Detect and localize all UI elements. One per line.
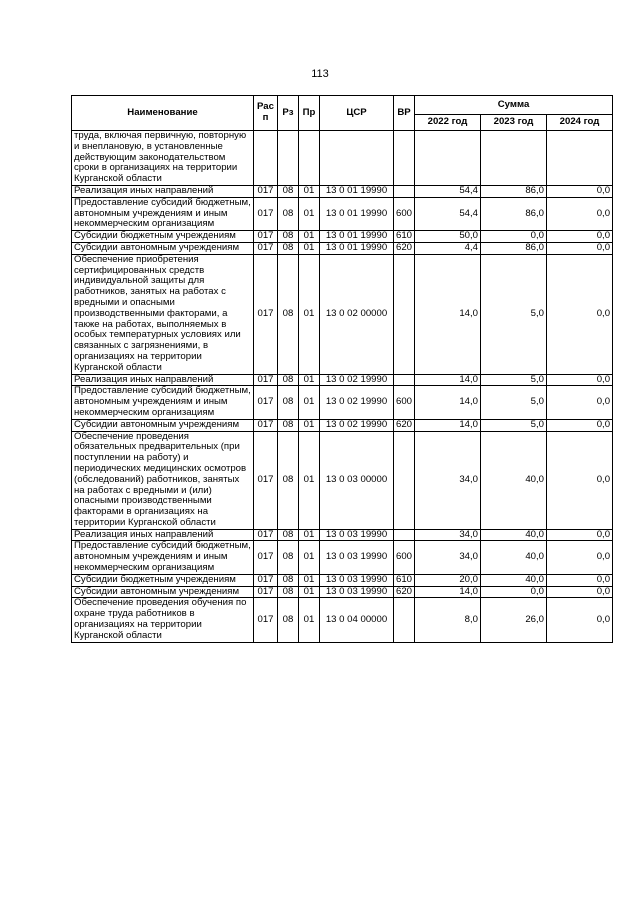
cell-rasp: 017 bbox=[254, 541, 278, 574]
cell-vr bbox=[394, 254, 415, 374]
cell-csr: 13 0 03 00000 bbox=[320, 431, 394, 529]
header-2023: 2023 год bbox=[481, 115, 547, 131]
table-row bbox=[72, 586, 613, 598]
cell-2022: 50,0 bbox=[415, 231, 481, 243]
table-header bbox=[72, 96, 613, 131]
cell-pr: 01 bbox=[299, 386, 320, 419]
cell-rasp: 017 bbox=[254, 574, 278, 586]
cell-2023: 5,0 bbox=[481, 374, 547, 386]
cell-vr: 620 bbox=[394, 419, 415, 431]
cell-2022: 34,0 bbox=[415, 431, 481, 529]
cell-2024: 0,0 bbox=[547, 529, 613, 541]
cell-rasp: 017 bbox=[254, 231, 278, 243]
cell-name: Субсидии автономным учреждениям bbox=[72, 586, 254, 598]
cell-2024: 0,0 bbox=[547, 185, 613, 197]
cell-name: Реализация иных направлений bbox=[72, 529, 254, 541]
cell-csr: 13 0 03 19990 bbox=[320, 586, 394, 598]
cell-rz: 08 bbox=[278, 197, 299, 230]
cell-vr bbox=[394, 185, 415, 197]
cell-2023: 40,0 bbox=[481, 431, 547, 529]
cell-name: Обеспечение приобретения сертифицированных средств индивидуальной защиты для работников, занятых на работах с вредными и опасными производственными факторами, а также на работах, выполняемых в особых температурных условиях или связанных с загрязнениями, в организациях на территории Курганской области bbox=[72, 254, 254, 374]
header-sum: Сумма bbox=[415, 96, 613, 115]
cell-rz: 08 bbox=[278, 242, 299, 254]
cell-vr: 610 bbox=[394, 574, 415, 586]
cell-csr: 13 0 04 00000 bbox=[320, 598, 394, 642]
table-row bbox=[72, 231, 613, 243]
cell-2024: 0,0 bbox=[547, 374, 613, 386]
cell-pr: 01 bbox=[299, 419, 320, 431]
table-row bbox=[72, 431, 613, 529]
cell-csr: 13 0 03 19990 bbox=[320, 541, 394, 574]
cell-rz: 08 bbox=[278, 254, 299, 374]
cell-csr: 13 0 01 19990 bbox=[320, 231, 394, 243]
cell-rasp: 017 bbox=[254, 586, 278, 598]
table-row bbox=[72, 197, 613, 230]
cell-csr: 13 0 01 19990 bbox=[320, 242, 394, 254]
cell-2024: 0,0 bbox=[547, 586, 613, 598]
cell-rasp: 017 bbox=[254, 374, 278, 386]
table-row bbox=[72, 242, 613, 254]
cell-rz: 08 bbox=[278, 574, 299, 586]
cell-name: Предоставление субсидий бюджетным, автономным учреждениям и иным некоммерческим организациям bbox=[72, 541, 254, 574]
cell-2023 bbox=[481, 131, 547, 186]
header-rasp: Рас п bbox=[254, 96, 278, 131]
table-row bbox=[72, 598, 613, 642]
cell-csr: 13 0 03 19990 bbox=[320, 529, 394, 541]
cell-2022: 14,0 bbox=[415, 254, 481, 374]
cell-2023: 40,0 bbox=[481, 541, 547, 574]
cell-vr: 600 bbox=[394, 386, 415, 419]
cell-vr: 610 bbox=[394, 231, 415, 243]
cell-vr bbox=[394, 529, 415, 541]
cell-vr: 600 bbox=[394, 197, 415, 230]
cell-pr bbox=[299, 131, 320, 186]
cell-csr: 13 0 02 19990 bbox=[320, 419, 394, 431]
cell-vr bbox=[394, 598, 415, 642]
cell-csr: 13 0 02 00000 bbox=[320, 254, 394, 374]
cell-name: Предоставление субсидий бюджетным, автономным учреждениям и иным некоммерческим организациям bbox=[72, 386, 254, 419]
cell-2022: 8,0 bbox=[415, 598, 481, 642]
cell-rasp: 017 bbox=[254, 386, 278, 419]
cell-pr: 01 bbox=[299, 431, 320, 529]
cell-2023: 86,0 bbox=[481, 185, 547, 197]
header-vr: ВР bbox=[394, 96, 415, 131]
cell-2024: 0,0 bbox=[547, 541, 613, 574]
cell-pr: 01 bbox=[299, 197, 320, 230]
cell-2022: 14,0 bbox=[415, 386, 481, 419]
header-rz: Рз bbox=[278, 96, 299, 131]
cell-name: Реализация иных направлений bbox=[72, 374, 254, 386]
cell-pr: 01 bbox=[299, 242, 320, 254]
table-row bbox=[72, 185, 613, 197]
cell-2022 bbox=[415, 131, 481, 186]
cell-2024: 0,0 bbox=[547, 431, 613, 529]
table-row bbox=[72, 374, 613, 386]
table-row bbox=[72, 541, 613, 574]
cell-csr: 13 0 02 19990 bbox=[320, 374, 394, 386]
cell-pr: 01 bbox=[299, 374, 320, 386]
cell-pr: 01 bbox=[299, 586, 320, 598]
cell-2024: 0,0 bbox=[547, 598, 613, 642]
cell-2024: 0,0 bbox=[547, 419, 613, 431]
budget-table bbox=[71, 95, 613, 643]
cell-vr: 620 bbox=[394, 242, 415, 254]
table-row bbox=[72, 529, 613, 541]
cell-name: Обеспечение проведения обучения по охране труда работников в организациях на территории Курганской области bbox=[72, 598, 254, 642]
cell-rasp: 017 bbox=[254, 529, 278, 541]
page-number: 113 bbox=[311, 68, 329, 80]
cell-name: Субсидии автономным учреждениям bbox=[72, 242, 254, 254]
cell-2022: 4,4 bbox=[415, 242, 481, 254]
cell-2022: 54,4 bbox=[415, 197, 481, 230]
table-row bbox=[72, 254, 613, 374]
cell-rz: 08 bbox=[278, 419, 299, 431]
cell-2023: 86,0 bbox=[481, 242, 547, 254]
cell-rz: 08 bbox=[278, 529, 299, 541]
cell-csr: 13 0 02 19990 bbox=[320, 386, 394, 419]
cell-2023: 5,0 bbox=[481, 386, 547, 419]
cell-2024 bbox=[547, 131, 613, 186]
header-pr: Пр bbox=[299, 96, 320, 131]
cell-name: Субсидии бюджетным учреждениям bbox=[72, 574, 254, 586]
cell-2023: 0,0 bbox=[481, 231, 547, 243]
cell-vr: 620 bbox=[394, 586, 415, 598]
cell-csr: 13 0 01 19990 bbox=[320, 185, 394, 197]
cell-2024: 0,0 bbox=[547, 231, 613, 243]
cell-rasp: 017 bbox=[254, 185, 278, 197]
table-body bbox=[72, 131, 613, 643]
cell-rz: 08 bbox=[278, 185, 299, 197]
cell-rasp: 017 bbox=[254, 254, 278, 374]
cell-pr: 01 bbox=[299, 598, 320, 642]
cell-rasp: 017 bbox=[254, 242, 278, 254]
cell-pr: 01 bbox=[299, 185, 320, 197]
cell-2024: 0,0 bbox=[547, 197, 613, 230]
cell-rz: 08 bbox=[278, 586, 299, 598]
cell-csr bbox=[320, 131, 394, 186]
cell-2023: 5,0 bbox=[481, 419, 547, 431]
header-2024: 2024 год bbox=[547, 115, 613, 131]
header-name: Наименование bbox=[72, 96, 254, 131]
cell-rasp bbox=[254, 131, 278, 186]
cell-rasp: 017 bbox=[254, 598, 278, 642]
cell-vr bbox=[394, 431, 415, 529]
cell-2022: 34,0 bbox=[415, 529, 481, 541]
table-row bbox=[72, 419, 613, 431]
cell-vr: 600 bbox=[394, 541, 415, 574]
table-row bbox=[72, 131, 613, 186]
cell-pr: 01 bbox=[299, 529, 320, 541]
cell-2023: 40,0 bbox=[481, 574, 547, 586]
cell-2022: 54,4 bbox=[415, 185, 481, 197]
cell-rasp: 017 bbox=[254, 197, 278, 230]
cell-name: труда, включая первичную, повторную и внеплановую, в установленные действующим законодательством сроки в организациях на территории Курганской области bbox=[72, 131, 254, 186]
cell-pr: 01 bbox=[299, 254, 320, 374]
cell-rz: 08 bbox=[278, 431, 299, 529]
cell-vr bbox=[394, 131, 415, 186]
cell-name: Предоставление субсидий бюджетным, автономным учреждениям и иным некоммерческим организациям bbox=[72, 197, 254, 230]
table-row bbox=[72, 574, 613, 586]
cell-2023: 0,0 bbox=[481, 586, 547, 598]
cell-2023: 40,0 bbox=[481, 529, 547, 541]
cell-2023: 5,0 bbox=[481, 254, 547, 374]
cell-rz: 08 bbox=[278, 541, 299, 574]
cell-vr bbox=[394, 374, 415, 386]
cell-rz: 08 bbox=[278, 386, 299, 419]
header-2022: 2022 год bbox=[415, 115, 481, 131]
cell-2024: 0,0 bbox=[547, 242, 613, 254]
header-csr: ЦСР bbox=[320, 96, 394, 131]
cell-rz: 08 bbox=[278, 598, 299, 642]
cell-2022: 14,0 bbox=[415, 586, 481, 598]
cell-2023: 86,0 bbox=[481, 197, 547, 230]
cell-2022: 20,0 bbox=[415, 574, 481, 586]
cell-pr: 01 bbox=[299, 574, 320, 586]
cell-2024: 0,0 bbox=[547, 254, 613, 374]
cell-2024: 0,0 bbox=[547, 386, 613, 419]
cell-csr: 13 0 03 19990 bbox=[320, 574, 394, 586]
cell-name: Обеспечение проведения обязательных предварительных (при поступлении на работу) и периодических медицинских осмотров (обследований) работников, занятых на работах с вредными и (или) опасными производственными факторами в организациях на территории Курганской области bbox=[72, 431, 254, 529]
cell-2023: 26,0 bbox=[481, 598, 547, 642]
cell-rz: 08 bbox=[278, 374, 299, 386]
cell-pr: 01 bbox=[299, 231, 320, 243]
table-row bbox=[72, 386, 613, 419]
cell-name: Субсидии автономным учреждениям bbox=[72, 419, 254, 431]
cell-2022: 34,0 bbox=[415, 541, 481, 574]
cell-name: Субсидии бюджетным учреждениям bbox=[72, 231, 254, 243]
cell-name: Реализация иных направлений bbox=[72, 185, 254, 197]
cell-pr: 01 bbox=[299, 541, 320, 574]
cell-2022: 14,0 bbox=[415, 374, 481, 386]
cell-rz bbox=[278, 131, 299, 186]
cell-2024: 0,0 bbox=[547, 574, 613, 586]
cell-csr: 13 0 01 19990 bbox=[320, 197, 394, 230]
cell-rz: 08 bbox=[278, 231, 299, 243]
cell-rasp: 017 bbox=[254, 419, 278, 431]
cell-rasp: 017 bbox=[254, 431, 278, 529]
cell-2022: 14,0 bbox=[415, 419, 481, 431]
